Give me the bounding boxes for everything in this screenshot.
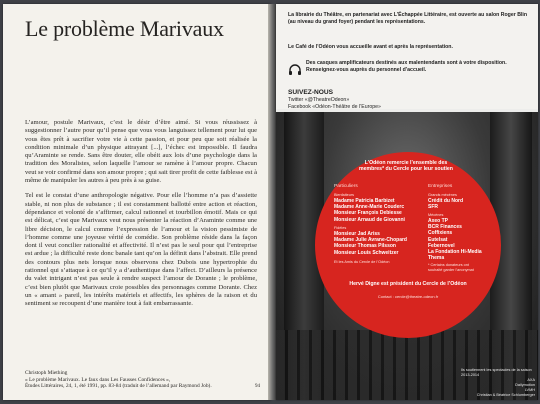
info-panel [276,4,538,109]
page-title: Le problème Marivaux [25,16,224,41]
major-patrons-label: Grands mécènes [428,193,457,197]
sponsor-item: AXA [527,377,535,382]
individuals-heading: Particuliers [334,184,358,189]
sponsor-item: Dailymotion [515,382,535,387]
list-item: BCR Finances [428,224,462,231]
left-page [3,4,271,400]
list-item: Monsieur Arnaud de Giovanni [334,216,405,223]
list-item: Febernovel [428,242,455,249]
season-sponsors [461,368,535,397]
friends-note: Et les Amis du Cercle de l’Odéon [334,260,390,264]
facebook-handle: Facebook «Odéon-Théâtre de l’Europe» [288,104,381,110]
list-item: Thema [428,255,445,262]
twitter-handle: Twitter «@TheatreOdeon» [288,97,350,103]
list-item: Eutelsat [428,236,448,243]
headphones-icon [288,64,302,76]
major-patrons-list [428,198,463,210]
paragraph-2: Tel est le constat d’une anthropologie négative. Pour elle l’homme n’a pas d’assiette stable, ni non plus de substance ; il est constamment ballotté entre action et réaction, dépendance et volonté de s’affirmer, calcul rationnel et tourbillon émotif. Mais ce qui est délicat, c’est que Marivaux veut nous présenter la réaction d’Araminte comme une libre décision, le calcul comme l’expression de l’amour et la vision pessimiste de l’homme comme une joyeuse vérité de comédie. Son problème réside dans la façon dont il veut concilier rationalité et affectivité. Il n’est pas le seul pour qui l’entreprise est ardue ; la difficulté reste donc banale tant qu’on la définit dans l’abstrait. Elle prend des contours plus nets lorsque nous observons chez Dubois une hypertrophie du rationnel qui s’attaque à ce qu’il y a d’authentique dans l’affect. D’ailleurs la présence du valet intrigant n’est pas seule à rendre suspect l’amour de Dorante ; le problème, c’est bien plutôt que Marivaux croie possibles des personnages comme Dorante. Chez un « amant » pareil, les intérêts matériels et affectifs, les sphères de la raison et du sentiment se recoupent d’une manière tout à fait embarrassante. [25,192,257,308]
sponsor-item: Christian & Béatrice Schlumberger [476,392,535,397]
list-item: Monsieur Thomas Pilsson [334,243,396,250]
benefactors-list [334,198,405,223]
bookshop-info: La librairie du Théâtre, en partenariat avec L’Échappée Littéraire, est ouverte au salon Roger Blin (au niveau du grand foyer) pendant les représentations. [288,12,527,25]
list-item: Monsieur Louis Schweitzer [334,249,399,256]
list-item: Madame Julie Avrane-Chopard [334,237,407,244]
list-item: Monsieur François Debiesse [334,210,402,217]
hearing-aid-info: Des casques amplificateurs destinés aux malentendants sont à votre disposition. Renseignez-vous auprès du personnel d’accueil. [306,60,507,73]
source-publication: Études Littéraires, 24, 1, été 1991, pp. 83-84 (traduit de l’allemand par Raymond Job). [25,383,212,390]
companies-heading: Entreprises [428,184,453,189]
list-item: La Fondation Hi-Media [428,249,482,256]
follow-us-heading: SUIVEZ-NOUS [288,89,334,96]
sponsors-title: Ils soutiennent les spectacles de la saison 2013-2014 [461,368,532,377]
list-item: Axeo TP [428,218,449,224]
cafe-info: Le Café de l’Odéon vous accueille avant et après la représentation. [288,44,453,50]
circle-title: L’Odéon remercie l’ensemble des membres* du Cercle pour leur soutien [359,160,453,173]
contact-email: Contact : cercle@theatre-odeon.fr [377,294,439,299]
sponsor-item: LVMH [524,387,535,392]
source-reference: « Le problème Marivaux. Le faux dans Les Fausses Confidences », [25,376,171,383]
list-item: SFR [428,204,438,211]
president-note: Hervé Digne est président du Cercle de l’Odéon [349,281,467,287]
list-item: Madame Anne-Marie Couderc [334,204,405,211]
loyal-list [334,231,407,256]
page-number: 94 [255,384,260,389]
paragraph-1: L’amour, postule Marivaux, c’est le désir d’être aimé. Si vous réussissez à suggestionner l’autre pour qu’il pense que vous vous languissez tellement pour lui que vous êtes prêt à sacrifier votre vie à cette passion, et pour peu que soit réalisée la condition minimale d’un physique attrayant [...], l’échec est impossible. Il faudra qu’Araminte se rende. Sans être douter, elle obéit aux lois d’une psychologie dans la tradition des Moralistes, selon laquelle l’amour se ramène à l’amour propre. Chacun veut se voir confirmé dans son amour propre ; qui sait tirer profit de cette faiblesse est à même de manipuler les autres à peu près à sa guise. [25,119,257,185]
patrons-list [428,218,482,261]
benefactors-label: Bienfaiteurs [334,193,355,197]
list-item: Coffixiens [428,230,453,237]
source-citation [25,370,257,390]
patrons-label: Mécènes [428,213,444,217]
loyal-label: Fidèles [334,226,347,230]
essay-body [25,119,257,316]
list-item: Crédit du Nord [428,198,463,204]
list-item: Madame Patricia Barbizet [334,198,395,204]
list-item: Monsieur Jad Ariss [334,231,380,237]
source-author: Christoph Miething [25,370,68,376]
right-page [276,4,538,400]
anonymous-note: * Certains donateurs ont souhaité garder l’anonymat [428,263,474,272]
